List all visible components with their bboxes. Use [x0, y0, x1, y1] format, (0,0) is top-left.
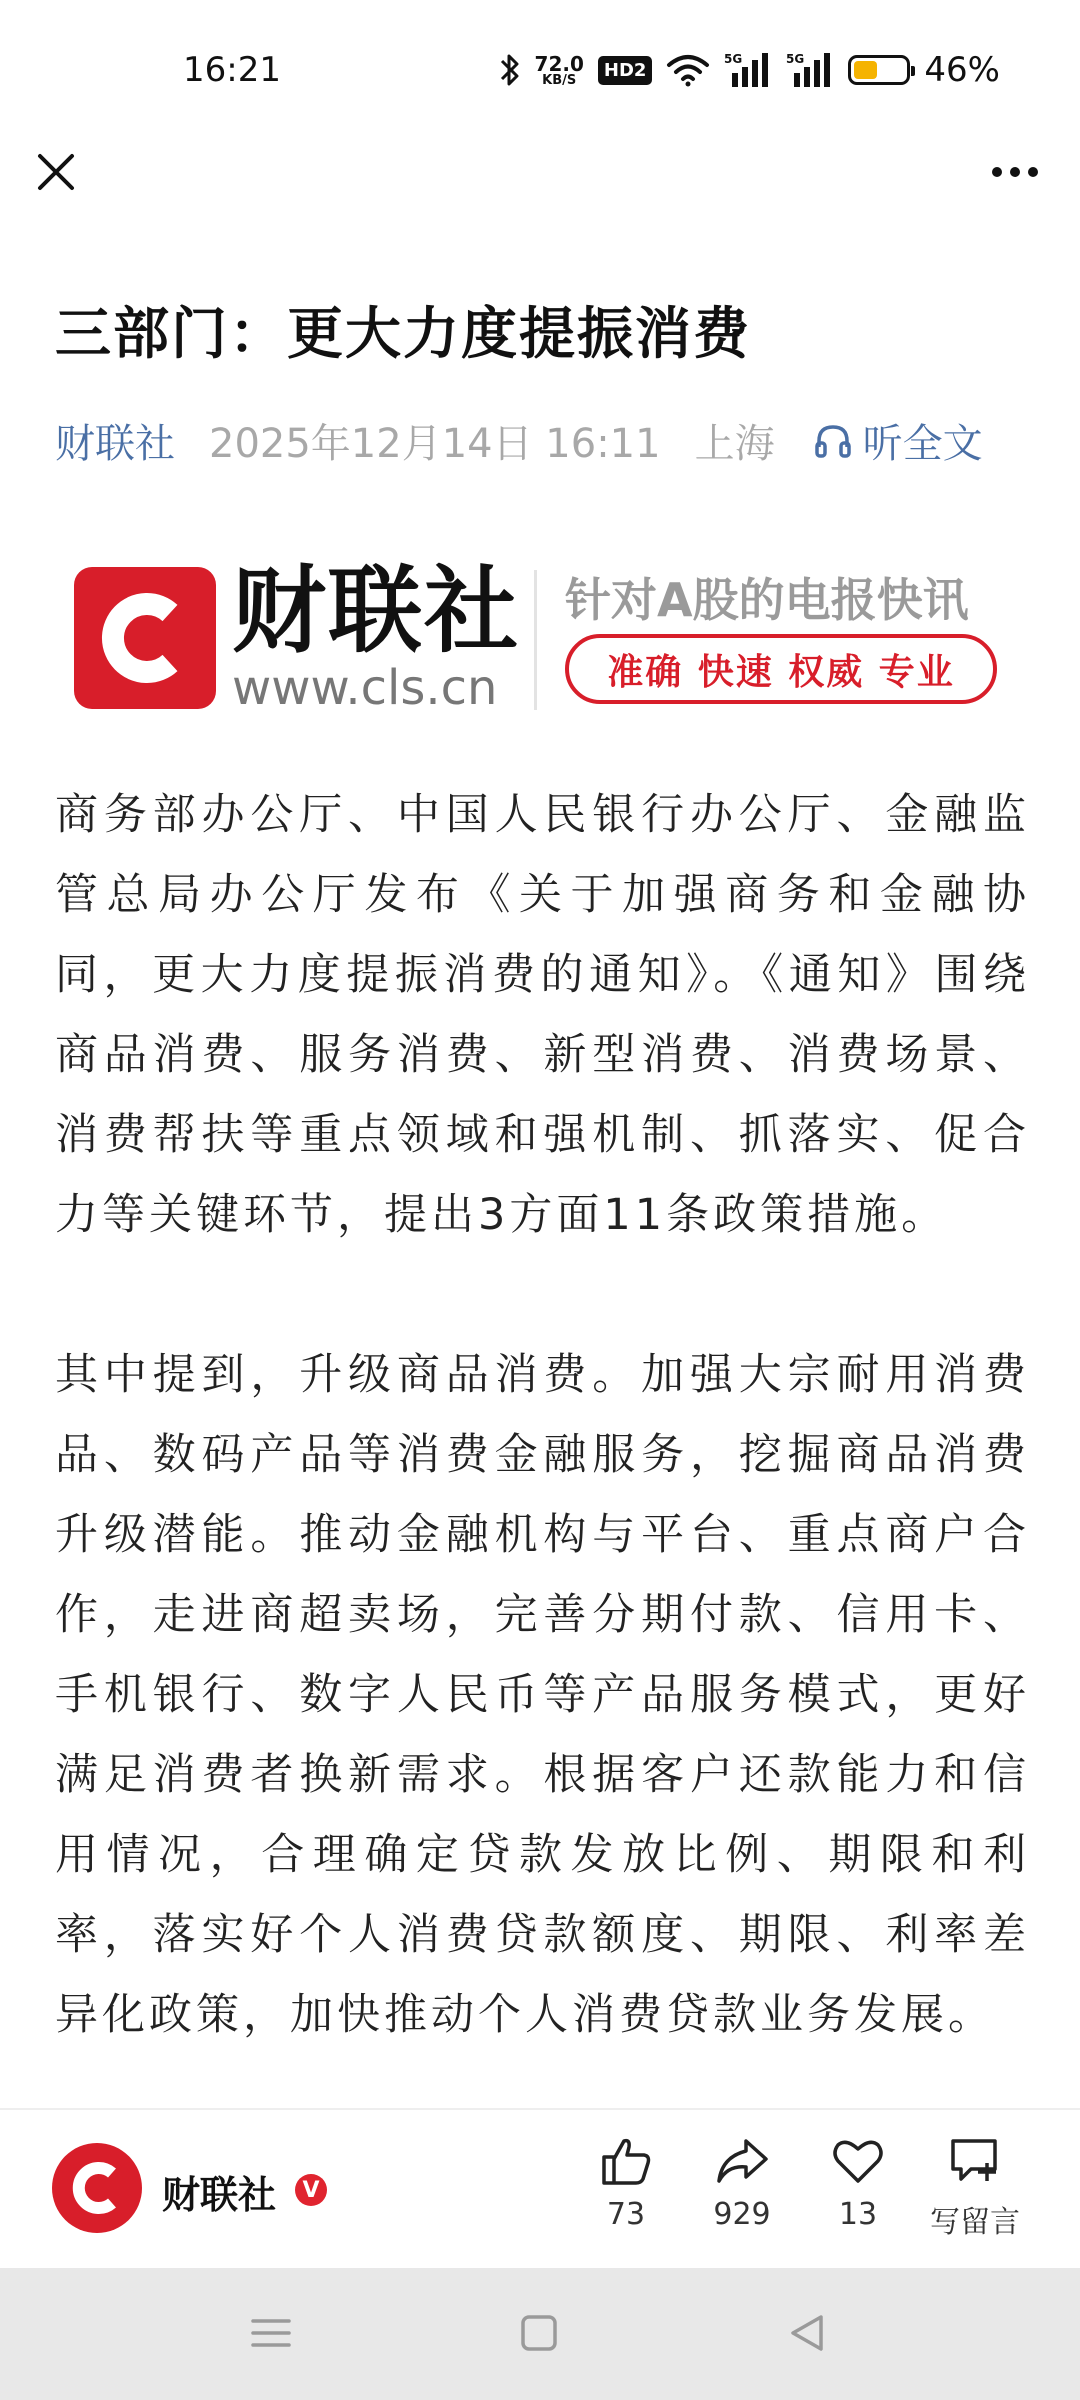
write-comment-button[interactable]: [920, 2135, 1030, 2241]
banner-url: www.cls.cn: [232, 660, 498, 716]
more-dot: [1010, 167, 1020, 177]
signal-5g-icon-2: [786, 50, 834, 90]
article-title: 三部门：更大力度提振消费: [55, 302, 751, 367]
verified-badge: V: [295, 2174, 327, 2206]
favorite-count: 13: [838, 2197, 878, 2232]
signal-5g-icon: [724, 50, 772, 90]
banner-tagline: 准确 快速 权威 专业: [565, 634, 997, 704]
more-horizontal-icon: [992, 167, 1002, 177]
status-time: 16:21: [183, 50, 281, 90]
thumbs-up-icon: [598, 2135, 654, 2187]
system-nav-bar: [0, 2268, 1080, 2400]
home-button[interactable]: [499, 2298, 579, 2368]
article-datetime: 2025年12月14日 16:11: [209, 421, 661, 467]
account-name[interactable]: 财联社: [162, 2173, 277, 2217]
menu-icon: [251, 2313, 291, 2353]
listen-full-button[interactable]: [813, 412, 983, 469]
article-source[interactable]: 财联社: [55, 421, 175, 467]
wifi-icon: [666, 50, 710, 90]
article-location: 上海: [694, 421, 775, 467]
signal-label-1: 5G: [724, 52, 743, 66]
back-button[interactable]: [767, 2298, 847, 2368]
hd-voice-badge: HD2: [598, 56, 653, 85]
network-speed: [534, 51, 584, 88]
status-icons: [499, 48, 1000, 92]
article-paragraph: 商务部办公厅、中国人民银行办公厅、金融监管总局办公厅发布《关于加强商务和金融协同，更大力度提振消费的通知》。《通知》围绕商品消费、服务消费、新型消费、消费场景、消费帮扶等重点领域和强机制、抓落实、促合力等关键环节，提出3方面11条政策措施。: [55, 790, 1030, 1240]
back-triangle-icon: [787, 2313, 827, 2353]
banner-slogan: 针对A股的电报快讯: [565, 573, 969, 627]
network-speed-unit: KB/S: [542, 72, 577, 88]
network-speed-value: 72.0: [534, 51, 584, 76]
article-body: [55, 775, 1030, 2105]
favorite-button[interactable]: [803, 2135, 913, 2232]
home-square-icon: [519, 2313, 559, 2353]
article-meta: [55, 412, 983, 469]
signal-label-2: 5G: [786, 52, 805, 66]
battery-percent: 46%: [924, 50, 1000, 90]
menu-button[interactable]: [231, 2298, 311, 2368]
battery-fill: [854, 61, 877, 79]
bluetooth-icon: [499, 50, 521, 90]
account-avatar[interactable]: [52, 2143, 142, 2233]
more-dot: [1028, 167, 1038, 177]
more-button[interactable]: [980, 140, 1050, 204]
heart-icon: [830, 2135, 886, 2187]
cls-banner-image: [70, 557, 1005, 720]
banner-brand: 财联社: [232, 557, 521, 666]
comment-add-icon: [947, 2135, 1003, 2187]
status-bar: [0, 0, 1080, 140]
listen-label: 听全文: [862, 421, 983, 467]
battery-tip: [911, 66, 915, 76]
close-icon: [36, 152, 76, 192]
headphones-icon: [813, 421, 853, 461]
write-comment-label: 写留言: [930, 2205, 1020, 2240]
like-count: 73: [606, 2197, 646, 2232]
close-button[interactable]: [24, 140, 88, 204]
cls-logo: [74, 567, 216, 709]
share-button[interactable]: [687, 2135, 797, 2232]
article-paragraph: 其中提到，升级商品消费。加强大宗耐用消费品、数码产品等消费金融服务，挖掘商品消费升级潜能。推动金融机构与平台、重点商户合作，走进商超卖场，完善分期付款、信用卡、手机银行、数字人民币等产品服务模式，更好满足消费者换新需求。根据客户还款能力和信用情况，合理确定贷款发放比例、期限和利率，落实好个人消费贷款额度、期限、利率差异化政策，加快推动个人消费贷款业务发展。: [55, 1350, 1030, 2040]
like-button[interactable]: [571, 2135, 681, 2232]
banner-divider: [534, 570, 537, 710]
bottom-action-bar: [0, 2108, 1080, 2268]
share-count: 929: [713, 2197, 771, 2232]
battery-icon: [848, 55, 910, 85]
share-icon: [714, 2135, 770, 2187]
